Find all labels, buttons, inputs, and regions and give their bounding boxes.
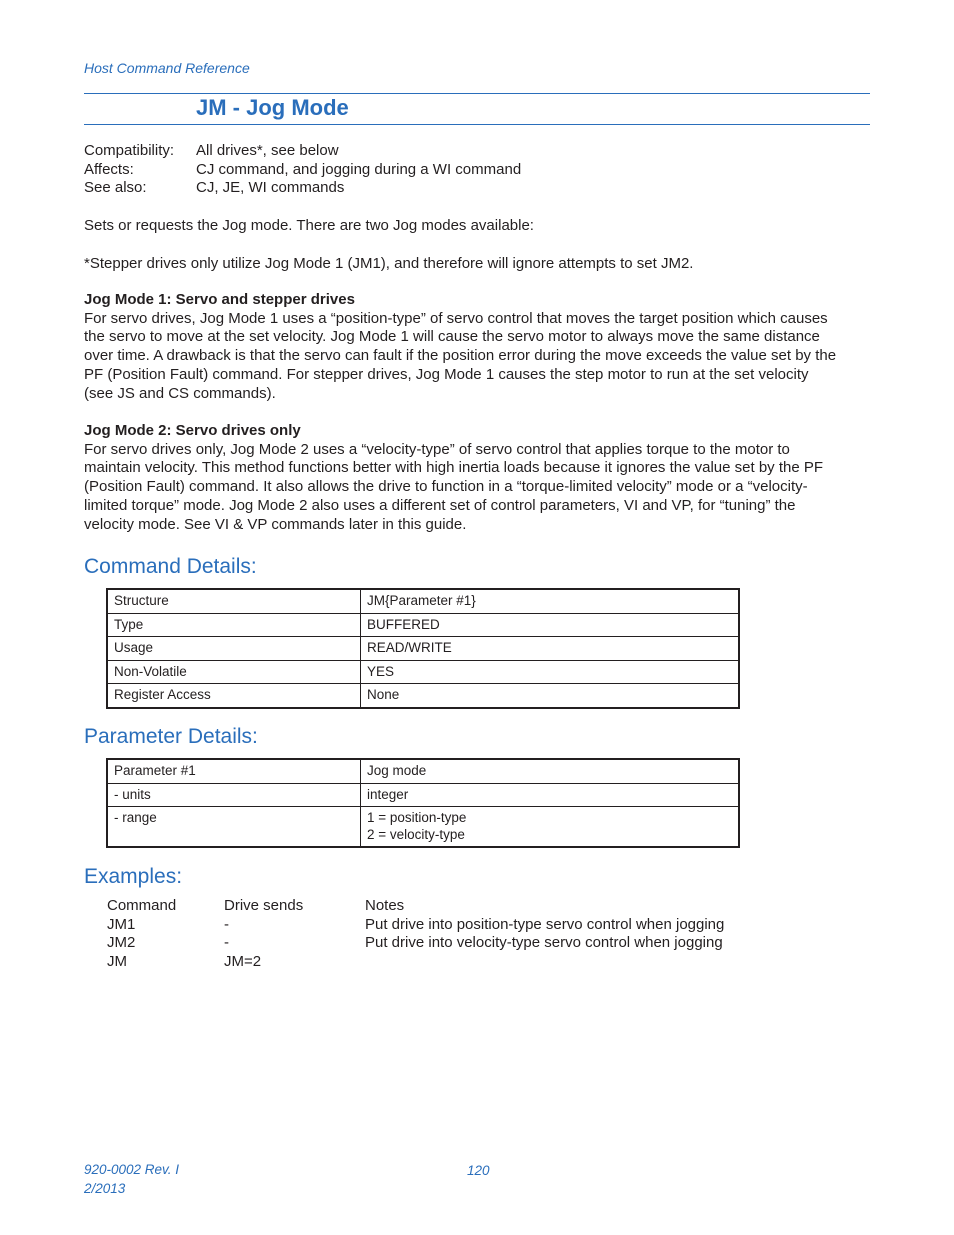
table-key: Non-Volatile (108, 660, 361, 684)
text-line: limited torque” mode. Jog Mode 2 also uses a different set of control parameters, VI and VP, for “tuning” the (84, 496, 796, 514)
table-value: BUFFERED (361, 613, 739, 637)
jog-mode-2-section (84, 422, 874, 534)
table-row (108, 637, 739, 661)
table-row (108, 783, 739, 807)
text-line: PF (Position Fault) command. For stepper drives, Jog Mode 1 causes the step motor to run at the set velocity (84, 365, 809, 383)
table-key: Usage (108, 637, 361, 661)
meta-row (84, 161, 521, 180)
table-key: - units (108, 783, 361, 807)
meta-label: Compatibility: (84, 142, 175, 159)
column-header: Drive sends (224, 897, 304, 914)
text-line: over time. A drawback is that the servo can fault if the position error during the move exceeds the value set by the (84, 347, 837, 365)
text-line: For servo drives, Jog Mode 1 uses a “position-type” of servo control that moves the target position which causes (84, 309, 828, 327)
table-key: Structure (108, 590, 361, 614)
example-response: - (224, 934, 229, 952)
table-value: READ/WRITE (361, 637, 739, 661)
table-row (108, 613, 739, 637)
parameter-details-table (107, 759, 739, 847)
examples-header-row (107, 897, 724, 916)
jog-mode-1-heading: Jog Mode 1: Servo and stepper drives (84, 291, 355, 308)
table-value: None (361, 684, 739, 708)
meta-label: See also: (84, 179, 147, 197)
range-line: 2 = velocity-type (367, 826, 465, 842)
table-value: integer (361, 783, 739, 807)
text-line: (Position Fault) command. It also allows the drive to function in a “torque-limited velocity” mode or a “velocity- (84, 478, 808, 496)
example-command: JM (107, 952, 127, 970)
table-key: Register Access (108, 684, 361, 708)
column-header: Notes (365, 897, 405, 914)
meta-value: All drives*, see below (196, 142, 339, 159)
footer-date: 2/2013 (84, 1181, 126, 1196)
example-response: - (224, 915, 229, 933)
example-notes: Put drive into position-type servo control when jogging (365, 915, 725, 933)
example-row (107, 916, 724, 935)
example-command: JM1 (107, 915, 136, 933)
table-value: Jog mode (361, 760, 739, 784)
example-notes: Put drive into velocity-type servo control when jogging (365, 934, 723, 952)
table-key: Parameter #1 (108, 760, 361, 784)
meta-row (84, 142, 521, 161)
intro-paragraph: Sets or requests the Jog mode. There are two Jog modes available: (84, 217, 534, 234)
page-number: 120 (467, 1163, 490, 1178)
table-row (108, 590, 739, 614)
example-row (107, 934, 724, 953)
meta-label: Affects: (84, 160, 134, 178)
text-line: the servo to move at the set velocity. Jog Mode 1 will cause the servo motor to always move the same distance (84, 328, 820, 346)
parameter-details-heading: Parameter Details: (84, 725, 258, 748)
examples-heading: Examples: (84, 865, 183, 888)
meta-value: CJ, JE, WI commands (196, 179, 345, 197)
running-head: Host Command Reference (84, 60, 250, 76)
example-row (107, 953, 724, 972)
text-line: (see JS and CS commands). (84, 384, 276, 402)
text-line: For servo drives only, Jog Mode 2 uses a “velocity-type” of servo control that applies torque to the motor to (84, 440, 790, 458)
column-header: Command (107, 897, 177, 914)
command-details-heading: Command Details: (84, 555, 257, 578)
table-value (361, 807, 739, 847)
table-value: YES (361, 660, 739, 684)
table-row (108, 807, 739, 847)
jog-mode-2-heading: Jog Mode 2: Servo drives only (84, 422, 301, 439)
table-key: - range (108, 807, 361, 847)
examples-list (107, 897, 724, 971)
footer-doc-info (84, 1160, 179, 1198)
stepper-note: *Stepper drives only utilize Jog Mode 1 (JM1), and therefore will ignore attempts to set JM2. (84, 255, 694, 272)
meta-value: CJ command, and jogging during a WI command (196, 160, 522, 178)
text-line: maintain velocity. This method functions better with high inertia loads because it ignores the value set by the PF (84, 459, 824, 477)
meta-row (84, 179, 521, 198)
command-details-table (107, 589, 739, 708)
compatibility-block (84, 142, 521, 198)
page-title: JM - Jog Mode (196, 95, 349, 120)
range-line: 1 = position-type (367, 810, 467, 825)
table-row (108, 684, 739, 708)
title-rule-bottom (84, 124, 870, 125)
example-command: JM2 (107, 934, 136, 952)
example-response: JM=2 (224, 952, 262, 970)
table-value: JM{Parameter #1} (361, 590, 739, 614)
jog-mode-1-section (84, 291, 874, 403)
text-line: velocity mode. See VI & VP commands later in this guide. (84, 515, 467, 533)
title-rule-top (84, 93, 870, 94)
table-row (108, 760, 739, 784)
footer-doc-number: 920-0002 Rev. I (84, 1162, 180, 1177)
table-key: Type (108, 613, 361, 637)
table-row (108, 660, 739, 684)
